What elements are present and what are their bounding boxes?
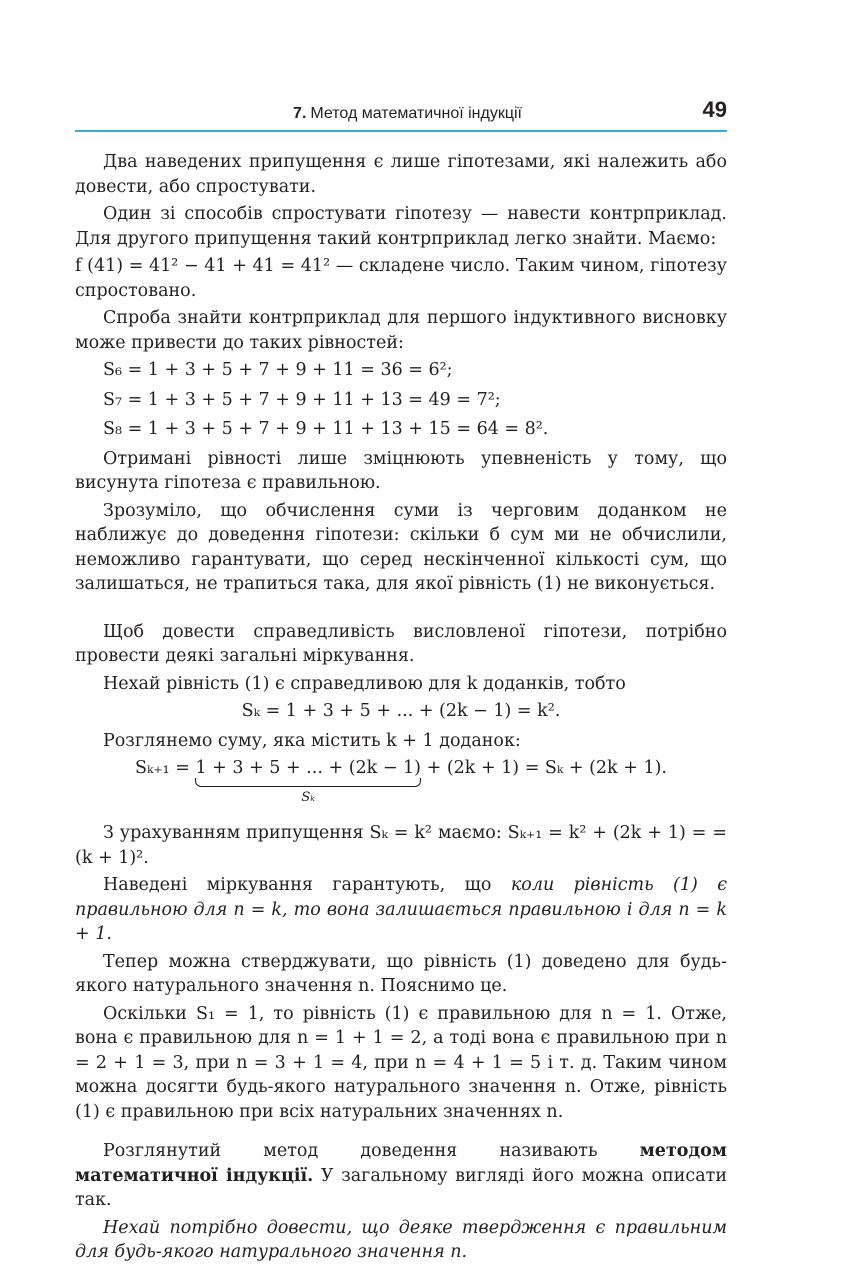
paragraph-tail: У загальному вигляді його можна описати так.	[75, 1165, 727, 1210]
equation-s6: S₆ = 1 + 3 + 5 + 7 + 9 + 11 = 36 = 6²;	[103, 360, 453, 380]
equation-right: + (2k + 1) = Sₖ + (2k + 1).	[426, 758, 667, 778]
paragraph-lead: Розглянутий метод доведення називають	[103, 1141, 640, 1161]
paragraph: З урахуванням припущення Sₖ = k² маємо: Sₖ₊₁ = k² + (2k + 1) = = (k + 1)².	[75, 823, 727, 868]
page-body	[75, 150, 727, 1268]
equation-left: Sₖ₊₁ =	[135, 758, 190, 778]
paragraph-italic	[75, 1216, 727, 1265]
paragraph	[75, 873, 727, 947]
page-number: 49	[702, 97, 727, 122]
chapter-number: 7.	[293, 105, 307, 122]
paragraph	[75, 1139, 727, 1213]
paragraph: Отримані рівності лише зміцнюють упевненість у тому, що висунута гіпотеза є правильною.	[75, 448, 727, 493]
paragraph-lead: Наведені міркування гарантують, що	[103, 875, 511, 895]
paragraph: Один зі способів спростувати гіпотезу — навести контрприклад. Для другого припущення такий контрприклад легко знайти. Маємо:	[75, 204, 727, 249]
section-gap	[75, 1127, 727, 1139]
equation-s8: S₈ = 1 + 3 + 5 + 7 + 9 + 11 + 13 + 15 = 64 = 8².	[103, 419, 549, 439]
paragraph: Два наведених припущення є лише гіпотезами, які належить або довести, або спростувати.	[75, 152, 727, 197]
paragraph: Щоб довести справедливість висловленої гіпотези, потрібно провести деякі загальні міркування.	[75, 621, 727, 666]
italic-statement: коли рівність (1) є правильною для n = k, то вона залишається правильною і для n = k + 1.	[75, 875, 727, 944]
equation-sk: Sₖ = 1 + 3 + 5 + ... + (2k − 1) = k².	[241, 701, 561, 721]
underbrace-group	[195, 756, 422, 805]
italic-statement: Нехай потрібно довести, що деяке твердження є правильним для будь-якого натурального значення n.	[75, 1217, 727, 1262]
paragraph: Спроба знайти контрприклад для першого індуктивного висновку може привести до таких рівностей:	[75, 308, 727, 353]
underbrace-label: Sₖ	[301, 790, 316, 805]
chapter-title: Метод математичної індукції	[310, 105, 522, 122]
underbrace-content: 1 + 3 + 5 + ... + (2k − 1)	[195, 758, 422, 778]
equation-sk-plus-1	[75, 756, 727, 816]
page-header	[75, 98, 727, 132]
paragraph: Тепер можна стверджувати, що рівність (1) доведено для будь-якого натурального значення n. Пояснимо це.	[75, 951, 727, 996]
equation-s7: S₇ = 1 + 3 + 5 + 7 + 9 + 11 + 13 = 49 = 7²;	[103, 389, 501, 410]
paragraph: Оскільки S₁ = 1, то рівність (1) є правильною для n = 1. Отже, вона є правильною для n = 1 + 1 = 2, а тоді вона є правильною при n = 2 + 1 = 3, при n = 3 + 1 = 4, при n = 4 + 1 = 5 і т. д. Таким чином можна досягти будь-якого натурального значення n. Отже, рівність (1) є правильною при всіх натуральних значеннях n.	[75, 1003, 727, 1122]
chapter-heading	[293, 102, 522, 127]
bold-term: методом математичної індукції.	[75, 1141, 727, 1186]
paragraph-formula-f41: f (41) = 41² − 41 + 41 = 41² — складене число. Таким чином, гіпотезу спростовано.	[75, 256, 727, 301]
paragraph: Розглянемо суму, яка містить k + 1 доданок:	[103, 730, 521, 751]
paragraph: Нехай рівність (1) є справедливою для k доданків, тобто	[103, 673, 626, 694]
section-gap	[75, 600, 727, 620]
paragraph: Зрозуміло, що обчислення суми із черговим доданком не наближує до доведення гіпотези: скільки б сум ми не обчислили, неможливо гарантувати, що серед нескінченної кількості сум, що залишаться, не трапиться така, для якої рівність (1) не виконується.	[75, 500, 727, 594]
